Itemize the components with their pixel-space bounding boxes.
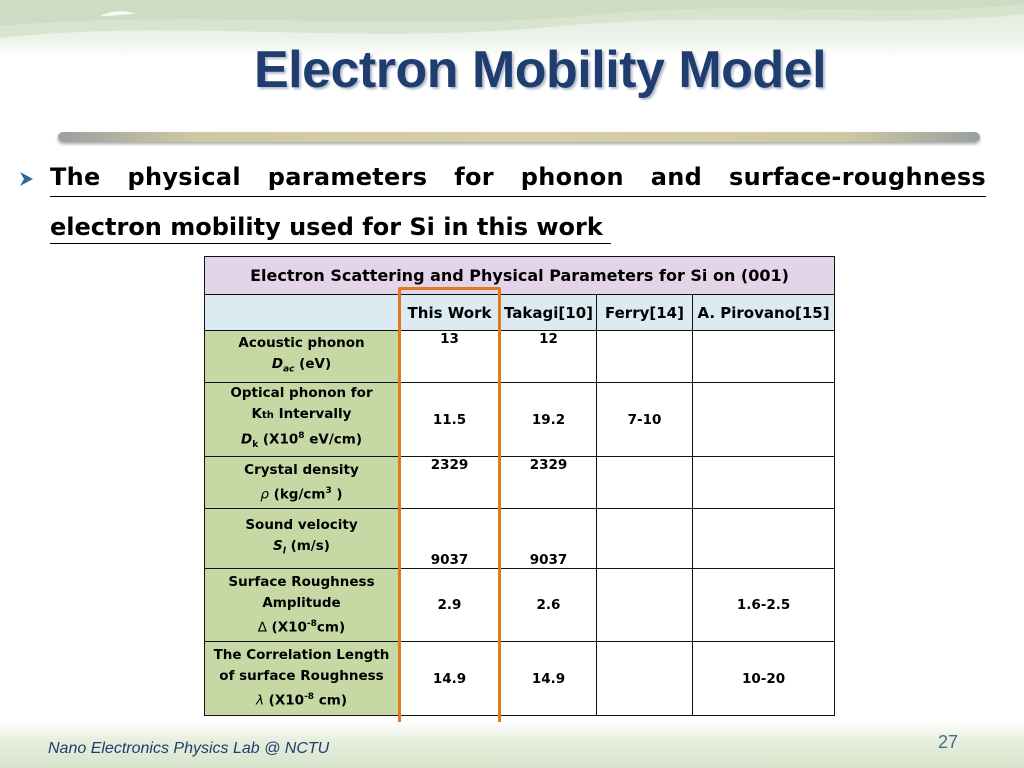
column-header-pirovano: A. Pirovano[15] [693, 295, 835, 331]
param-optical-phonon: Optical phonon for Kth Intervally $D_k$ ($X10^8$ eV/cm) [205, 383, 399, 457]
value-cell: 2.6 [501, 569, 597, 642]
title-underline-bar [58, 132, 980, 142]
param-correlation-length: The Correlation Length of surface Roughness λ ($X10^{-8}$ cm) [205, 642, 399, 716]
table-row [205, 569, 835, 642]
value-cell [597, 642, 693, 716]
table-row [205, 331, 835, 383]
value-cell: 2329 [501, 457, 597, 509]
value-cell: 13 [399, 331, 501, 383]
table-row [205, 383, 835, 457]
param-crystal-density: Crystal density ρ ($kg/cm^3$ ) [205, 457, 399, 509]
table-row [205, 457, 835, 509]
value-cell [597, 569, 693, 642]
value-cell: 1.6-2.5 [693, 569, 835, 642]
value-cell [597, 457, 693, 509]
table-caption: Electron Scattering and Physical Parameters for Si on (001) [205, 257, 835, 295]
value-cell: 7-10 [597, 383, 693, 457]
value-cell: 2329 [399, 457, 501, 509]
value-cell [597, 509, 693, 569]
slide-title: Electron Mobility Model [253, 41, 827, 99]
bullet-line-2: electron mobility used for Si in this work [50, 211, 611, 244]
param-acoustic-phonon: Acoustic phonon $D_{ac}$ (eV) [205, 331, 399, 383]
column-header-this-work: This Work [399, 295, 501, 331]
column-header-takagi: Takagi[10] [501, 295, 597, 331]
value-cell [693, 331, 835, 383]
bullet-text [50, 158, 986, 253]
param-sound-velocity: Sound velocity $S_l$ (m/s) [205, 509, 399, 569]
column-header-ferry: Ferry[14] [597, 295, 693, 331]
value-cell [693, 457, 835, 509]
param-surface-roughness: Surface Roughness Amplitude ∆ $(X10^{-8}cm)$ [205, 569, 399, 642]
table-caption-row [205, 257, 835, 295]
value-cell: 9037 [501, 509, 597, 569]
footer-lab-name: Nano Electronics Physics Lab @ NCTU [48, 740, 330, 757]
value-cell [693, 383, 835, 457]
arrow-bullet-icon [18, 170, 36, 188]
value-cell: 9037 [399, 509, 501, 569]
value-cell: 14.9 [399, 642, 501, 716]
value-cell [693, 509, 835, 569]
value-cell: 14.9 [501, 642, 597, 716]
page-number: 27 [938, 732, 959, 752]
table-row [205, 509, 835, 569]
table-header-row [205, 295, 835, 331]
value-cell [597, 331, 693, 383]
value-cell: 19.2 [501, 383, 597, 457]
value-cell: 11.5 [399, 383, 501, 457]
bullet-line-1: The physical parameters for phonon and surface-roughness [50, 158, 986, 197]
value-cell: 12 [501, 331, 597, 383]
column-header-blank [205, 295, 399, 331]
value-cell: 2.9 [399, 569, 501, 642]
parameters-table [204, 256, 835, 716]
value-cell: 10-20 [693, 642, 835, 716]
table-row [205, 642, 835, 716]
